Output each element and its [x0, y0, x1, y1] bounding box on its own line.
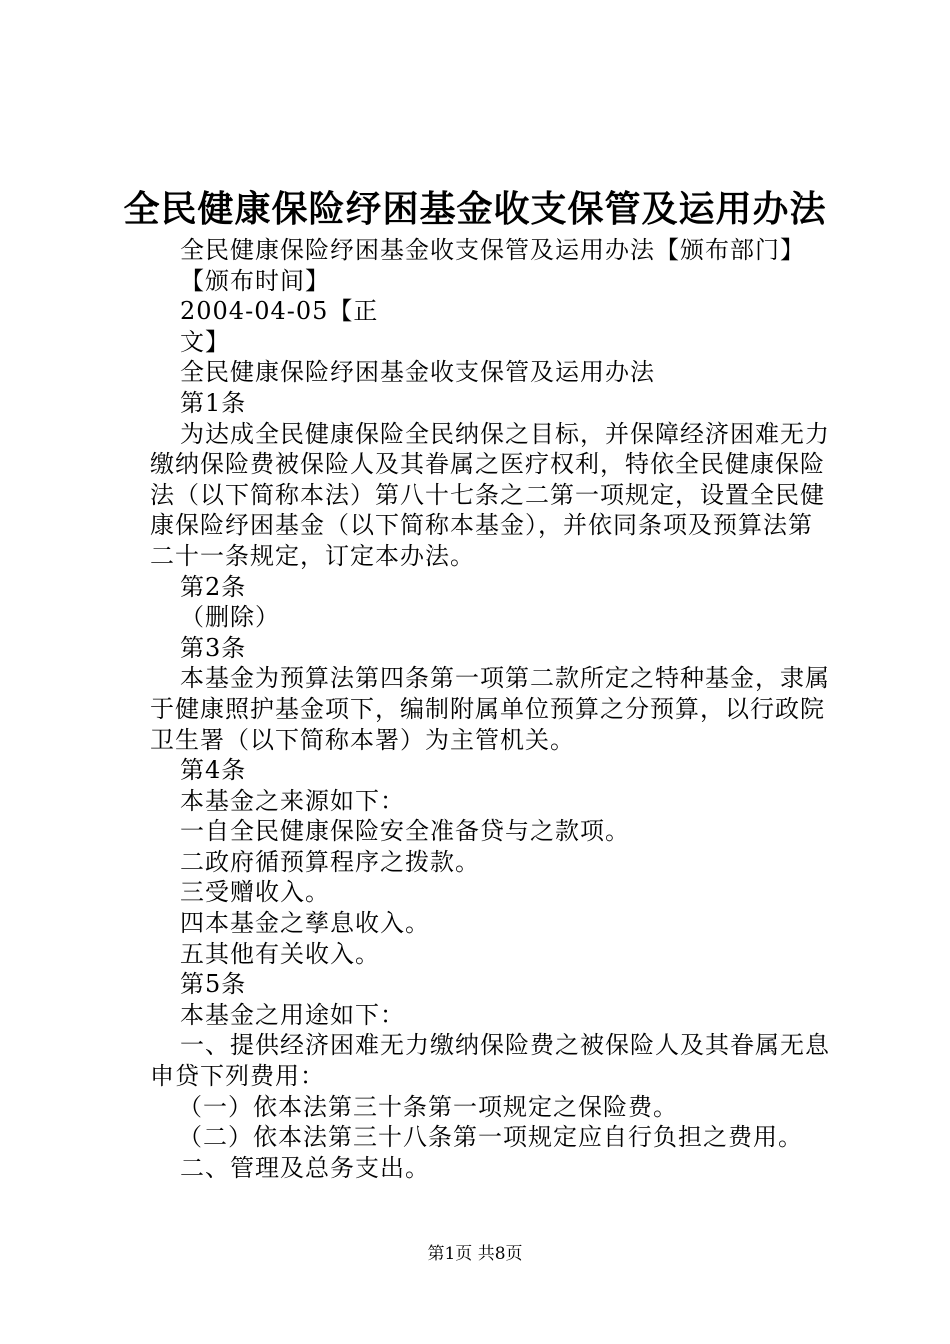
article-4-item: 二政府循预算程序之拨款。: [180, 847, 480, 876]
article-5-heading: 第5条: [180, 970, 247, 999]
header-name-line: 全民健康保险纾困基金收支保管及运用办法【颁布部门】: [180, 236, 805, 264]
article-5-item: 一、提供经济困难无力缴纳保险费之被保险人及其眷属无息申贷下列费用：: [150, 1031, 830, 1091]
article-5-subitem: （一）依本法第三十条第一项规定之保险费。: [178, 1092, 678, 1121]
page-footer: 第1页 共8页: [427, 1244, 523, 1264]
header-time-label: 【颁布时间】: [180, 266, 330, 295]
header-date-line: 2004-04-05【正: [180, 297, 379, 326]
article-4-heading: 第4条: [180, 756, 247, 785]
header-repeat-title: 全民健康保险纾困基金收支保管及运用办法: [180, 358, 655, 387]
article-4-item: 五其他有关收入。: [180, 939, 380, 968]
article-1-heading: 第1条: [180, 388, 247, 417]
article-4-item: 一自全民健康保险安全准备贷与之款项。: [180, 817, 630, 846]
article-3-text: 本基金为预算法第四条第一项第二款所定之特种基金，隶属于健康照护基金项下，编制附属单位预算之分预算，以行政院卫生署（以下简称本署）为主管机关。: [150, 664, 830, 754]
article-3-heading: 第3条: [180, 633, 247, 662]
article-1-text: 为达成全民健康保险全民纳保之目标，并保障经济困难无力缴纳保险费被保险人及其眷属之医疗权利，特依全民健康保险法（以下简称本法）第八十七条之二第一项规定，设置全民健康保险纾困基金（以下简称本基金），并依同条项及预算法第二十一条规定，订定本办法。: [150, 419, 830, 570]
article-5-subitem: （二）依本法第三十八条第一项规定应自行负担之费用。: [178, 1123, 803, 1152]
article-5-intro: 本基金之用途如下：: [180, 1000, 405, 1029]
article-2-text: （删除）: [180, 603, 280, 632]
article-2-heading: 第2条: [180, 572, 247, 601]
document-body: [150, 235, 830, 1183]
article-4-item: 三受赠收入。: [180, 878, 330, 907]
article-4-intro: 本基金之来源如下：: [180, 786, 405, 815]
header-text-end: 文】: [180, 327, 230, 356]
article-4-item: 四本基金之孳息收入。: [180, 909, 430, 938]
article-5-item: 二、管理及总务支出。: [180, 1153, 430, 1182]
document-title: 全民健康保险纾困基金收支保管及运用办法: [123, 188, 827, 230]
